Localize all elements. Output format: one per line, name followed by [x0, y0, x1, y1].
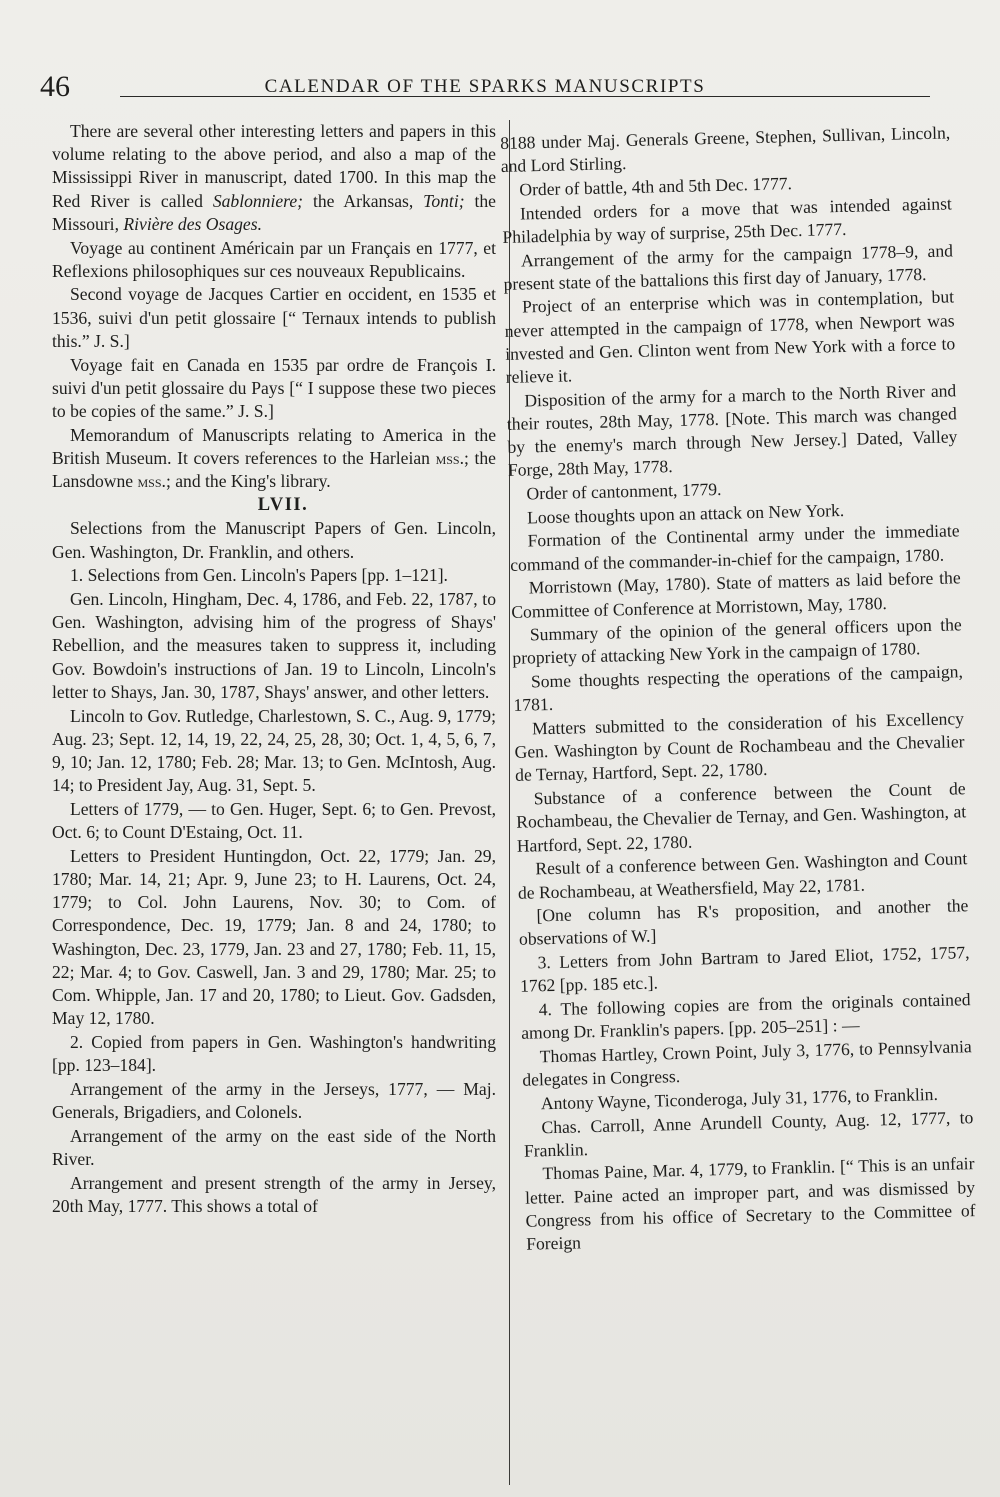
paragraph: Some thoughts respecting the operations of the campaign, 1781. [513, 661, 964, 716]
paragraph: Thomas Paine, Mar. 4, 1779, to Franklin. [“ This is an unfair letter. Paine acted an improper part, and was dismissed by Congress from his office of Secretary to the Committee of Foreign [524, 1153, 976, 1254]
paragraph: Lincoln to Gov. Rutledge, Charlestown, S. C., Aug. 9, 1779; Aug. 23; Sept. 12, 14, 19, 22, 24, 25, 28, 30; Oct. 1, 4, 5, 6, 7, 9, 10; Jan. 12, 1780; Feb. 28; Mar. 13; to Gen. McIntosh, Aug. 14; to President Jay, Aug. 31, Sept. 5. [52, 705, 496, 796]
paragraph: Summary of the opinion of the general officers upon the propriety of attacking New York in the campaign of 1780. [512, 614, 962, 669]
paragraph: Voyage fait en Canada en 1535 par ordre de François I. suivi d'un petit glossaire du Pays [“ I suppose these two pieces to be copies of the same.” J. S.] [52, 354, 496, 421]
paragraph: 2. Copied from papers in Gen. Washington's handwriting [pp. 123–184]. [52, 1031, 496, 1076]
paragraph: There are several other interesting letters and papers in this volume relating to the above period, and also a map of the Mississippi River in manuscript, dated 1700. In this map the Red River is called Sablonniere; the Arkansas, Tonti; the Missouri, Rivière des Osages. [52, 121, 496, 234]
paragraph: Disposition of the army for a march to the North River and their routes, 28th May, 1778. [Note. This march was changed by the enemy's march through New Jersey.] Dated, Valley Forge, 28th May, 1778. [506, 380, 958, 481]
paragraph: Letters to President Huntingdon, Oct. 22, 1779; Jan. 29, 1780; Mar. 14, 21; Apr. 9, June 23; to H. Laurens, Oct. 24, 1779; to Col. John Laurens, Nov. 30; to Com. of Correspondence, Dec. 19, 1779; Jan. 8 and 24, 1780; to Washington, Dec. 23, 1779, Jan. 23 and 27, 1780; Feb. 11, 15, 22; Mar. 4; to Gov. Caswell, Jan. 3 and 29, 1780; Mar. 25; to Com. Whipple, Jan. 17 and 20, 1780; to Lieut. Gov. Gadsden, May 12, 1780. [52, 845, 496, 1029]
paragraph: Substance of a conference between the Count de Rochambeau, the Chevalier de Ternay, and Gen. Washington, at Hartford, Sept. 22, 1780. [516, 778, 967, 856]
paragraph: Formation of the Continental army under the immediate command of the commander-in-chief for the campaign, 1780. [509, 520, 960, 575]
paragraph: Memorandum of Manuscripts relating to America in the British Museum. It covers references to the Harleian mss.; the Lansdowne mss.; and the King's library. [52, 424, 496, 492]
left-column [52, 120, 496, 1218]
paragraph: Loose thoughts upon an attack on New York. [526, 499, 845, 528]
running-title: CALENDAR OF THE SPARKS MANUSCRIPTS [264, 76, 706, 97]
right-column [500, 121, 976, 1256]
section-heading: LVII. [257, 494, 309, 515]
paragraph: [One column has R's proposition, and another the observations of W.] [518, 895, 969, 950]
paragraph: Order of battle, 4th and 5th Dec. 1777. [519, 173, 793, 200]
paragraph: Arrangement of the army on the east side of the North River. [52, 1125, 496, 1169]
paragraph: Morristown (May, 1780). State of matters as laid before the Committee of Conference at Morristown, May, 1780. [511, 567, 961, 622]
paragraph: Order of cantonment, 1779. [526, 478, 722, 504]
paragraph: Arrangement of the army in the Jerseys, 1777, — Maj. Generals, Brigadiers, and Colonels. [52, 1078, 496, 1123]
header-rule [120, 96, 930, 97]
paragraph: Antony Wayne, Ticonderoga, July 31, 1776, to Franklin. [540, 1083, 939, 1114]
page-header [40, 70, 930, 104]
paragraph: Voyage au continent Américain par un Français en 1777, et Reflexions philosophiques sur ces nouveaux Republicains. [52, 237, 496, 281]
paragraph: Selections from the Manuscript Papers of Gen. Lincoln, Gen. Washington, Dr. Franklin, and others. [52, 518, 496, 562]
paragraph: Arrangement of the army for the campaign 1778–9, and present state of the battalions this first day of January, 1778. [503, 239, 954, 294]
paragraph: 8188 under Maj. Generals Greene, Stephen, Sullivan, Lincoln, and Lord Stirling. [500, 122, 951, 177]
paragraph: Second voyage de Jacques Cartier en occident, en 1535 et 1536, suivi d'un petit glossaire [“ Ternaux intends to publish this.” J. S.] [52, 284, 496, 351]
paragraph: 3. Letters from John Bartram to Jared Eliot, 1752, 1757, 1762 [pp. 185 etc.]. [519, 942, 970, 997]
paragraph: Result of a conference between Gen. Washington and Count de Rochambeau, at Weathersfield, May 22, 1781. [517, 848, 968, 903]
page-number: 46 [40, 70, 70, 103]
paragraph: Chas. Carroll, Anne Arundell County, Aug. 12, 1777, to Franklin. [523, 1106, 974, 1161]
paragraph: Matters submitted to the consideration of his Excellency Gen. Washington by Count de Rochambeau and the Chevalier de Ternay, Hartford, Sept. 22, 1780. [514, 708, 965, 786]
paragraph: Thomas Hartley, Crown Point, July 3, 1776, to Pennsylvania delegates in Congress. [522, 1036, 972, 1090]
paragraph: 4. The following copies are from the originals contained among Dr. Franklin's papers. [pp. 205–251] : — [520, 989, 971, 1043]
paragraph: Arrangement and present strength of the army in Jersey, 20th May, 1777. This shows a total of [52, 1172, 496, 1216]
paragraph: Gen. Lincoln, Hingham, Dec. 4, 1786, and Feb. 22, 1787, to Gen. Washington, advising him of the progress of Shays' Rebellion, and the measures taken to suppress it, including Gov. Bowdoin's instructions of Jan. 19 to Lincoln, Lincoln's letter to Shays, Jan. 30, 1787, Shays' answer, and other letters. [52, 589, 496, 702]
paragraph: Letters of 1779, — to Gen. Huger, Sept. 6; to Gen. Prevost, Oct. 6; to Count D'Estaing, Oct. 11. [52, 798, 496, 843]
paragraph: Intended orders for a move that was intended against Philadelphia by way of surprise, 25th Dec. 1777. [502, 192, 953, 247]
paragraph: Project of an enterprise which was in contemplation, but never attempted in the campaign of 1778, when Newport was invested and Gen. Clinton went from New York with a force to relieve it. [504, 286, 956, 387]
paragraph: 1. Selections from Gen. Lincoln's Papers [pp. 1–121]. [70, 565, 448, 586]
